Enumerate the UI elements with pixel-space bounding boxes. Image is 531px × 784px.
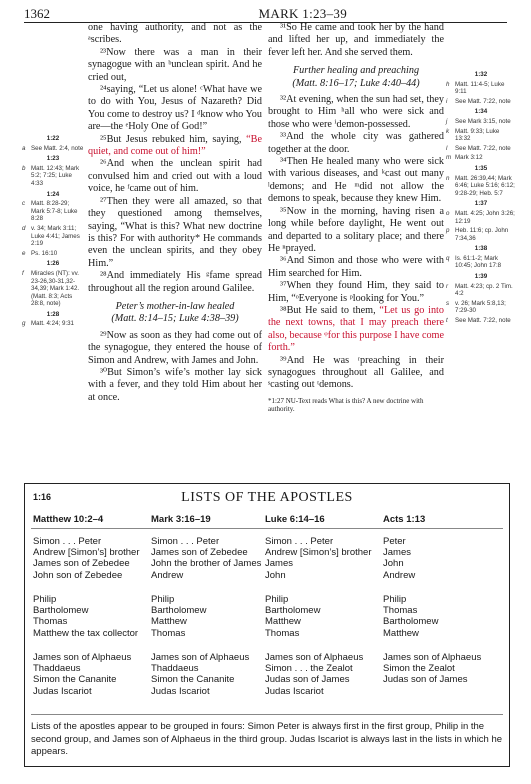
ref-group: 1:22 a See Matt. 2:4, note (22, 135, 84, 152)
running-head: MARK 1:23–39 (258, 6, 347, 21)
ref-group: 1:35 n Matt. 26:39,44; Mark 6:46; Luke 5:16; 6:12; 9:28-29; Heb. 5:7 (446, 164, 515, 197)
verse-text: ³⁴Then He healed many who were sick with various diseases, and ᵏcast out many ˡdemons; and He ᵐdid not allow the demons to speak, because they knew Him. (268, 156, 444, 205)
ref-item: j See Mark 3:15, note (446, 117, 511, 125)
footnote: *1:27 NU-Text reads What is this? A new doctrine with authority. (268, 396, 424, 414)
text-column-1 (88, 22, 262, 404)
column-heading: Acts 1:13 (383, 514, 426, 525)
apostle-group: Philip Bartholomew Thomas Matthew the tax collector (33, 594, 139, 639)
ref-item: k Matt. 9:33; Luke 13:32 (446, 127, 500, 143)
box-note: Lists of the apostles appear to be grouped in fours: Simon Peter is always first in the first group, Philip in the second group, and James son of Alphaeus in the third group. Judas Iscariot is always last in the lists in which he appears. (31, 714, 503, 759)
apostle-group: James son of Alphaeus Thaddaeus Simon the Cananite Judas Iscariot (151, 652, 250, 697)
apostle-group: James son of Alphaeus Thaddaeus Simon the Cananite Judas Iscariot (33, 652, 132, 697)
verse-text: ³⁵Now in the morning, having risen a long while before daylight, He went out and departed to a solitary place; and there He ⁿprayed. (268, 205, 444, 254)
ref-group: 1:37 o Matt. 4:25; John 3:26; 12:19 p Heb. 11:6; cp. John 7:34,36 (446, 200, 515, 242)
apostle-group: Philip Thomas Bartholomew Matthew (383, 594, 439, 639)
verse-text: ²⁵But Jesus rebuked him, saying, “Be quiet, and come out of him!” (88, 133, 262, 158)
ref-item: f Miracles (NT): vv. 23-26,30-31,32-34,39; Mark 1:42. (Matt. 8:3; Acts 28:8, note) (22, 269, 80, 308)
ref-item: m Mark 3:12 (446, 154, 483, 162)
ref-group: 1:32 h Matt. 11:4-5; Luke 9:11 i See Matt. 7:22, note (446, 71, 516, 105)
ref-group: 1:28 g Matt. 4:24; 9:31 (22, 311, 84, 328)
ref-item: s v. 26; Mark 5:8,13; 7:29-30 (446, 299, 506, 315)
verse-text: ²⁸And immediately His ᵍfame spread throughout all the region around Galilee. (88, 270, 262, 294)
ref-group: 1:23 b Matt. 12:43; Mark 5:2; 7:25; Luke 4:33 (22, 155, 84, 187)
ref-item: g Matt. 4:24; 9:31 (22, 320, 74, 328)
ref-group: 1:38 q Is. 61:1-2; Mark 10:45; John 17:8 (446, 245, 516, 270)
ref-item: p Heb. 11:6; cp. John 7:34,36 (446, 227, 509, 242)
verse-text: ³⁰But Simon’s wife’s mother lay sick with a fever, and they told Him about her at once. (88, 366, 262, 403)
verse-text: ³⁹And He was ʳpreaching in their synagogues throughout all Galilee, and ˢcasting out ᵗdemons. (268, 354, 444, 391)
left-cross-references (22, 132, 84, 330)
verse-text: ³⁶And Simon and those who were with Him searched for Him. (268, 255, 444, 279)
apostles-box (24, 483, 510, 767)
ref-group: 1:34 j See Mark 3:15, note k Matt. 9:33; Luke 13:32 l See Matt. 7:22, note m Mark 3:12 (446, 108, 516, 162)
apostle-group: Peter James John Andrew (383, 536, 416, 581)
verse-text: ³⁷When they found Him, they said to Him, “ᵒEveryone is ᵖlooking for You.” (268, 280, 444, 304)
words-of-jesus: “Be quiet, and come out of him!” (88, 133, 262, 158)
apostle-group: James son of Alphaeus Simon . . . the Zealot Judas son of James Judas Iscariot (265, 652, 364, 697)
verse-text: one having authority, and not as the ᵃscribes. (88, 22, 262, 46)
column-heading: Luke 6:14–16 (265, 514, 325, 525)
apostle-group: Philip Bartholomew Matthew Thomas (265, 594, 321, 639)
verse-text: ³³And the whole city was gathered together at the door. (268, 131, 444, 155)
ref-item: i See Matt. 7:22, note (446, 97, 511, 105)
ref-item: h Matt. 11:4-5; Luke 9:11 (446, 80, 505, 96)
ref-item: o Matt. 4:25; John 3:26; 12:19 (446, 209, 515, 225)
verse-text: ³¹So He came and took her by the hand and lifted her up, and immediately the fever left her. And she served them. (268, 22, 444, 58)
apostle-group: Simon . . . Peter James son of Zebedee John the brother of James Andrew (151, 536, 262, 581)
divider (31, 528, 503, 529)
verse-text: ³²At evening, when the sun had set, they brought to Him ʰall who were sick and those who were ⁱdemon-possessed. (268, 94, 444, 130)
box-verse-ref: 1:16 (33, 492, 52, 502)
page-number: 1362 (24, 6, 50, 21)
apostle-group: Philip Bartholomew Matthew Thomas (151, 594, 207, 639)
ref-item: n Matt. 26:39,44; Mark 6:46; Luke 5:16; 6:12; 9:28-29; Heb. 5:7 (446, 174, 515, 197)
ref-item: t See Matt. 7:22, note (446, 317, 511, 325)
ref-item: r Matt. 4:23; cp. 2 Tim. 4:2 (446, 282, 513, 298)
ref-group: 1:39 r Matt. 4:23; cp. 2 Tim. 4:2 s v. 26; Mark 5:8,13; 7:29-30 t See Matt. 7:22, note (446, 273, 516, 325)
box-title: LISTS OF THE APOSTLES (181, 490, 353, 505)
column-heading: Mark 3:16–19 (151, 514, 211, 525)
ref-group: 1:24 c Matt. 8:28-29; Mark 5:7-8; Luke 8:28 d v. 34; Mark 3:11; Luke 4:41; James 2:19 e Ps. 16:10 (22, 191, 84, 258)
section-heading: Further healing and preaching (Matt. 8:16–17; Luke 4:40–44) (292, 65, 420, 89)
verse-text: ²⁹Now as soon as they had come out of the synagogue, they entered the house of Simon and Andrew, with James and John. (88, 329, 262, 366)
text-column-2 (268, 22, 444, 414)
apostle-group: Simon . . . Peter Andrew [Simon’s] brother James John (265, 536, 372, 581)
column-heading: Matthew 10:2–4 (33, 514, 104, 525)
apostle-group: Simon . . . Peter Andrew [Simon’s] brother James son of Zebedee John son of Zebedee (33, 536, 140, 581)
ref-item: d v. 34; Mark 3:11; Luke 4:41; James 2:19 (22, 224, 80, 248)
ref-group: 1:26 f Miracles (NT): vv. 23-26,30-31,32-34,39; Mark 1:42. (Matt. 8:3; Acts 28:8, note) (22, 260, 84, 308)
verse-text: ²⁴saying, “Let us alone! ᶜWhat have we to do with You, Jesus of Nazareth? Did You come to destroy us? I ᵈknow who You are—the ᵉHoly One of God!” (88, 84, 262, 133)
ref-item: b Matt. 12:43; Mark 5:2; 7:25; Luke 4:33 (22, 164, 80, 187)
ref-item: a See Matt. 2:4, note (22, 144, 84, 152)
ref-item: l See Matt. 7:22, note (446, 144, 511, 152)
verse-text: ²³Now there was a man in their synagogue with an ᵇunclean spirit. And he cried out, (88, 46, 262, 83)
section-heading: Peter’s mother-in-law healed (Matt. 8:14–15; Luke 4:38–39) (111, 300, 239, 325)
right-cross-references (446, 68, 516, 327)
ref-item: c Matt. 8:28-29; Mark 5:7-8; Luke 8:28 (22, 200, 78, 223)
verse-text: ²⁶And when the unclean spirit had convulsed him and cried out with a loud voice, he ᶠcame out of him. (88, 158, 262, 195)
ref-item: q Is. 61:1-2; Mark 10:45; John 17:8 (446, 254, 502, 270)
verse-text: ³⁸But He said to them, “Let us go into the next towns, that I may preach there also, because ᵠfor this purpose I have come forth.” (268, 304, 444, 354)
page-header (24, 6, 507, 23)
apostle-group: James son of Alphaeus Simon the Zealot Judas son of James (383, 652, 482, 686)
ref-item: e Ps. 16:10 (22, 249, 58, 257)
words-of-jesus: “Let us go into the next towns, that I may preach there also, because ᵠfor this purpose I have come forth.” (268, 304, 444, 354)
verse-text: ²⁷Then they were all amazed, so that they questioned among themselves, saying, “What is this? What new doctrine is this? For with authority* He commands even the unclean spirits, and they obey Him.” (88, 195, 262, 269)
